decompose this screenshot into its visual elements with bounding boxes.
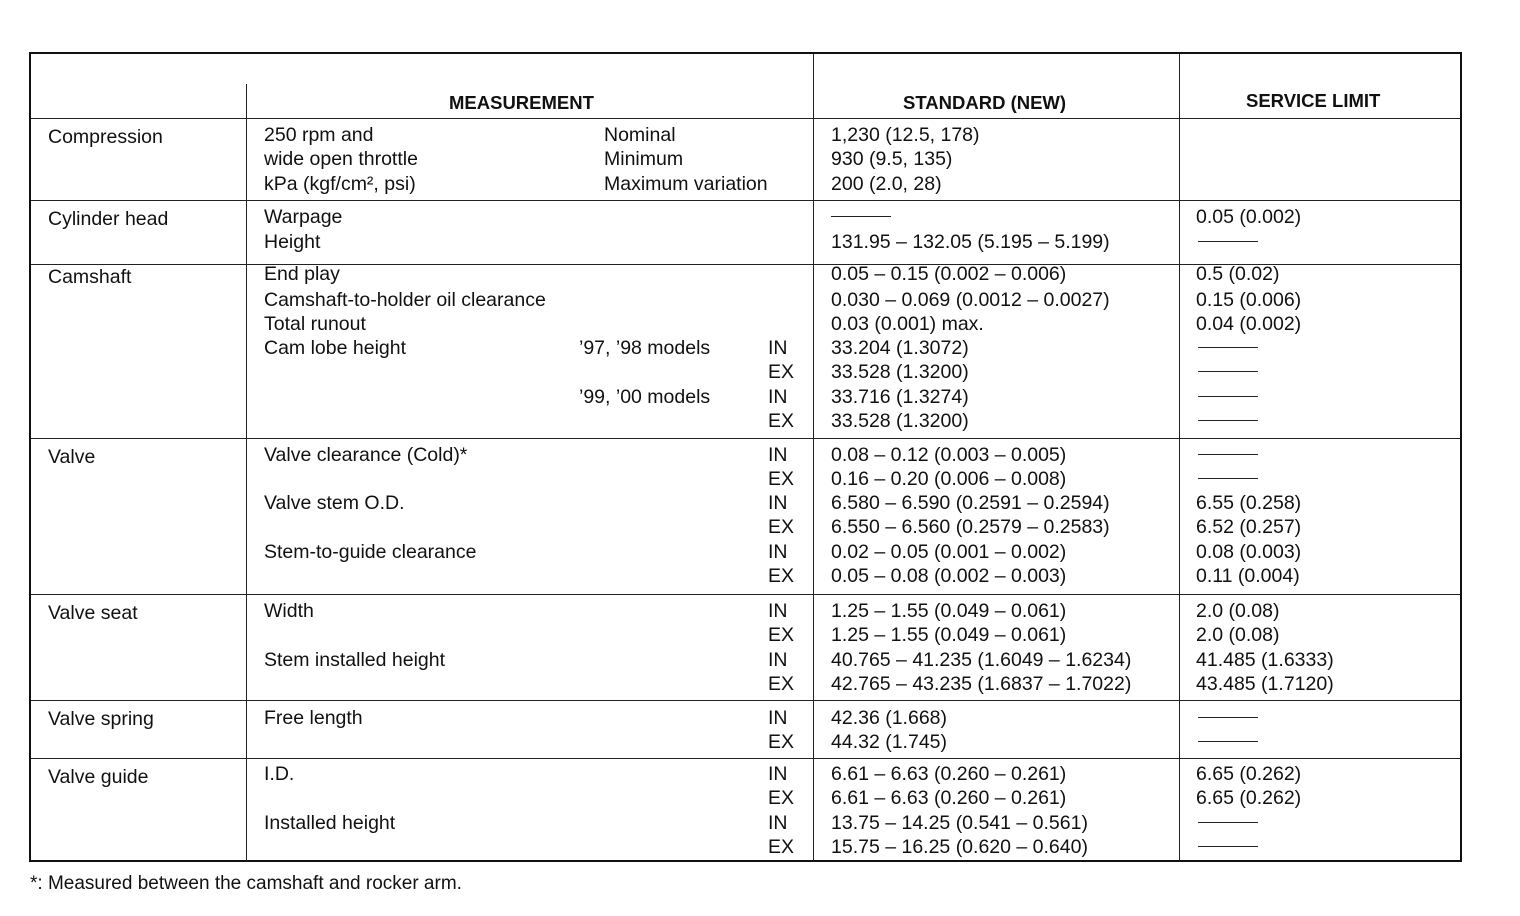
standard-value: 42.36 (1.668) xyxy=(831,707,948,729)
measurement-item: Stem installed height xyxy=(264,649,446,671)
footnote: *: Measured between the camshaft and rocker arm. xyxy=(30,873,462,894)
standard-value: 0.08 – 0.12 (0.003 – 0.005) xyxy=(831,444,1067,466)
measurement-item: Width xyxy=(264,600,314,622)
valve-side-label: EX xyxy=(768,836,795,858)
measurement-item: kPa (kgf/cm², psi) xyxy=(264,173,416,195)
column-divider xyxy=(246,84,247,862)
condition-label: ’97, ’98 models xyxy=(579,337,711,359)
service-limit-value: 0.08 (0.003) xyxy=(1196,541,1302,563)
measurement-item: Cam lobe height xyxy=(264,337,407,359)
measurement-item: 250 rpm and xyxy=(264,124,374,146)
standard-value: 200 (2.0, 28) xyxy=(831,173,942,195)
standard-value: 0.16 – 0.20 (0.006 – 0.008) xyxy=(831,468,1067,490)
measurement-item: Valve clearance (Cold)* xyxy=(264,444,468,466)
service-limit-dash xyxy=(1198,454,1258,455)
standard-value: 1.25 – 1.55 (0.049 – 0.061) xyxy=(831,624,1067,646)
service-limit-dash xyxy=(1198,396,1258,397)
valve-side-label: EX xyxy=(768,731,795,753)
valve-side-label: IN xyxy=(768,492,788,514)
measurement-item: wide open throttle xyxy=(264,148,418,170)
section-name: Camshaft xyxy=(48,266,132,288)
column-divider xyxy=(1179,54,1180,862)
service-limit-dash xyxy=(1198,717,1258,718)
standard-value: 33.716 (1.3274) xyxy=(831,386,969,408)
section-name: Valve xyxy=(48,446,96,468)
standard-value: 42.765 – 43.235 (1.6837 – 1.7022) xyxy=(831,673,1132,695)
measurement-item: Stem-to-guide clearance xyxy=(264,541,477,563)
service-limit-dash xyxy=(1198,241,1258,242)
valve-side-label: EX xyxy=(768,361,795,383)
valve-side-label: IN xyxy=(768,707,788,729)
service-limit-value: 6.55 (0.258) xyxy=(1196,492,1302,514)
service-limit-dash xyxy=(1198,741,1258,742)
valve-side-label: EX xyxy=(768,624,795,646)
column-divider xyxy=(813,54,814,862)
standard-value: 33.528 (1.3200) xyxy=(831,361,969,383)
service-limit-value: 0.15 (0.006) xyxy=(1196,289,1302,311)
service-limit-value: 0.11 (0.004) xyxy=(1196,565,1300,587)
section-name: Valve seat xyxy=(48,602,138,624)
standard-value: 0.02 – 0.05 (0.001 – 0.002) xyxy=(831,541,1067,563)
standard-value: 6.61 – 6.63 (0.260 – 0.261) xyxy=(831,763,1067,785)
standard-value: 0.030 – 0.069 (0.0012 – 0.0027) xyxy=(831,289,1110,311)
valve-side-label: EX xyxy=(768,468,795,490)
valve-side-label: IN xyxy=(768,600,788,622)
standard-value: 0.05 – 0.15 (0.002 – 0.006) xyxy=(831,263,1067,285)
valve-side-label: EX xyxy=(768,516,795,538)
standard-dash xyxy=(831,216,891,217)
valve-side-label: EX xyxy=(768,787,795,809)
service-limit-dash xyxy=(1198,347,1258,348)
valve-side-label: IN xyxy=(768,337,788,359)
service-limit-value: 0.05 (0.002) xyxy=(1196,206,1302,228)
section-name: Compression xyxy=(48,126,163,148)
standard-value: 6.580 – 6.590 (0.2591 – 0.2594) xyxy=(831,492,1110,514)
service-limit-value: 0.04 (0.002) xyxy=(1196,313,1302,335)
valve-side-label: IN xyxy=(768,649,788,671)
standard-value: 15.75 – 16.25 (0.620 – 0.640) xyxy=(831,836,1088,858)
measurement-item: I.D. xyxy=(264,763,295,785)
standard-value: 33.528 (1.3200) xyxy=(831,410,969,432)
service-limit-dash xyxy=(1198,478,1258,479)
section-name: Valve guide xyxy=(48,766,149,788)
header-standard: STANDARD (NEW) xyxy=(903,92,1067,113)
measurement-item: Height xyxy=(264,231,321,253)
measurement-item: Camshaft-to-holder oil clearance xyxy=(264,289,546,311)
standard-value: 0.03 (0.001) max. xyxy=(831,313,984,335)
service-limit-value: 6.52 (0.257) xyxy=(1196,516,1302,538)
valve-side-label: EX xyxy=(768,410,795,432)
standard-value: 33.204 (1.3072) xyxy=(831,337,969,359)
condition-label: Nominal xyxy=(604,124,676,146)
service-limit-dash xyxy=(1198,420,1258,421)
header-measurement: MEASUREMENT xyxy=(449,92,594,113)
measurement-item: Installed height xyxy=(264,812,396,834)
measurement-item: Valve stem O.D. xyxy=(264,492,405,514)
measurement-item: Warpage xyxy=(264,206,343,228)
service-limit-value: 6.65 (0.262) xyxy=(1196,763,1302,785)
valve-side-label: IN xyxy=(768,444,788,466)
service-limit-value: 2.0 (0.08) xyxy=(1196,624,1280,646)
service-limit-value: 0.5 (0.02) xyxy=(1196,263,1280,285)
valve-side-label: EX xyxy=(768,673,795,695)
standard-value: 1.25 – 1.55 (0.049 – 0.061) xyxy=(831,600,1067,622)
condition-label: Maximum variation xyxy=(604,173,768,195)
measurement-item: End play xyxy=(264,263,340,285)
measurement-item: Free length xyxy=(264,707,363,729)
measurement-item: Total runout xyxy=(264,313,366,335)
valve-side-label: IN xyxy=(768,541,788,563)
service-limit-dash xyxy=(1198,846,1258,847)
service-limit-value: 41.485 (1.6333) xyxy=(1196,649,1334,671)
standard-value: 6.550 – 6.560 (0.2579 – 0.2583) xyxy=(831,516,1110,538)
header-service-limit: SERVICE LIMIT xyxy=(1246,90,1381,111)
standard-value: 40.765 – 41.235 (1.6049 – 1.6234) xyxy=(831,649,1132,671)
condition-label: ’99, ’00 models xyxy=(579,386,711,408)
standard-value: 44.32 (1.745) xyxy=(831,731,948,753)
valve-side-label: EX xyxy=(768,565,795,587)
valve-side-label: IN xyxy=(768,386,788,408)
service-limit-dash xyxy=(1198,371,1258,372)
standard-value: 131.95 – 132.05 (5.195 – 5.199) xyxy=(831,231,1110,253)
standard-value: 1,230 (12.5, 178) xyxy=(831,124,980,146)
valve-side-label: IN xyxy=(768,812,788,834)
standard-value: 13.75 – 14.25 (0.541 – 0.561) xyxy=(831,812,1088,834)
service-limit-value: 43.485 (1.7120) xyxy=(1196,673,1334,695)
standard-value: 6.61 – 6.63 (0.260 – 0.261) xyxy=(831,787,1067,809)
section-name: Cylinder head xyxy=(48,208,169,230)
service-limit-value: 6.65 (0.262) xyxy=(1196,787,1302,809)
condition-label: Minimum xyxy=(604,148,684,170)
valve-side-label: IN xyxy=(768,763,788,785)
standard-value: 930 (9.5, 135) xyxy=(831,148,953,170)
spec-table xyxy=(29,52,1462,862)
section-name: Valve spring xyxy=(48,708,154,730)
standard-value: 0.05 – 0.08 (0.002 – 0.003) xyxy=(831,565,1067,587)
service-limit-value: 2.0 (0.08) xyxy=(1196,600,1280,622)
service-limit-dash xyxy=(1198,822,1258,823)
